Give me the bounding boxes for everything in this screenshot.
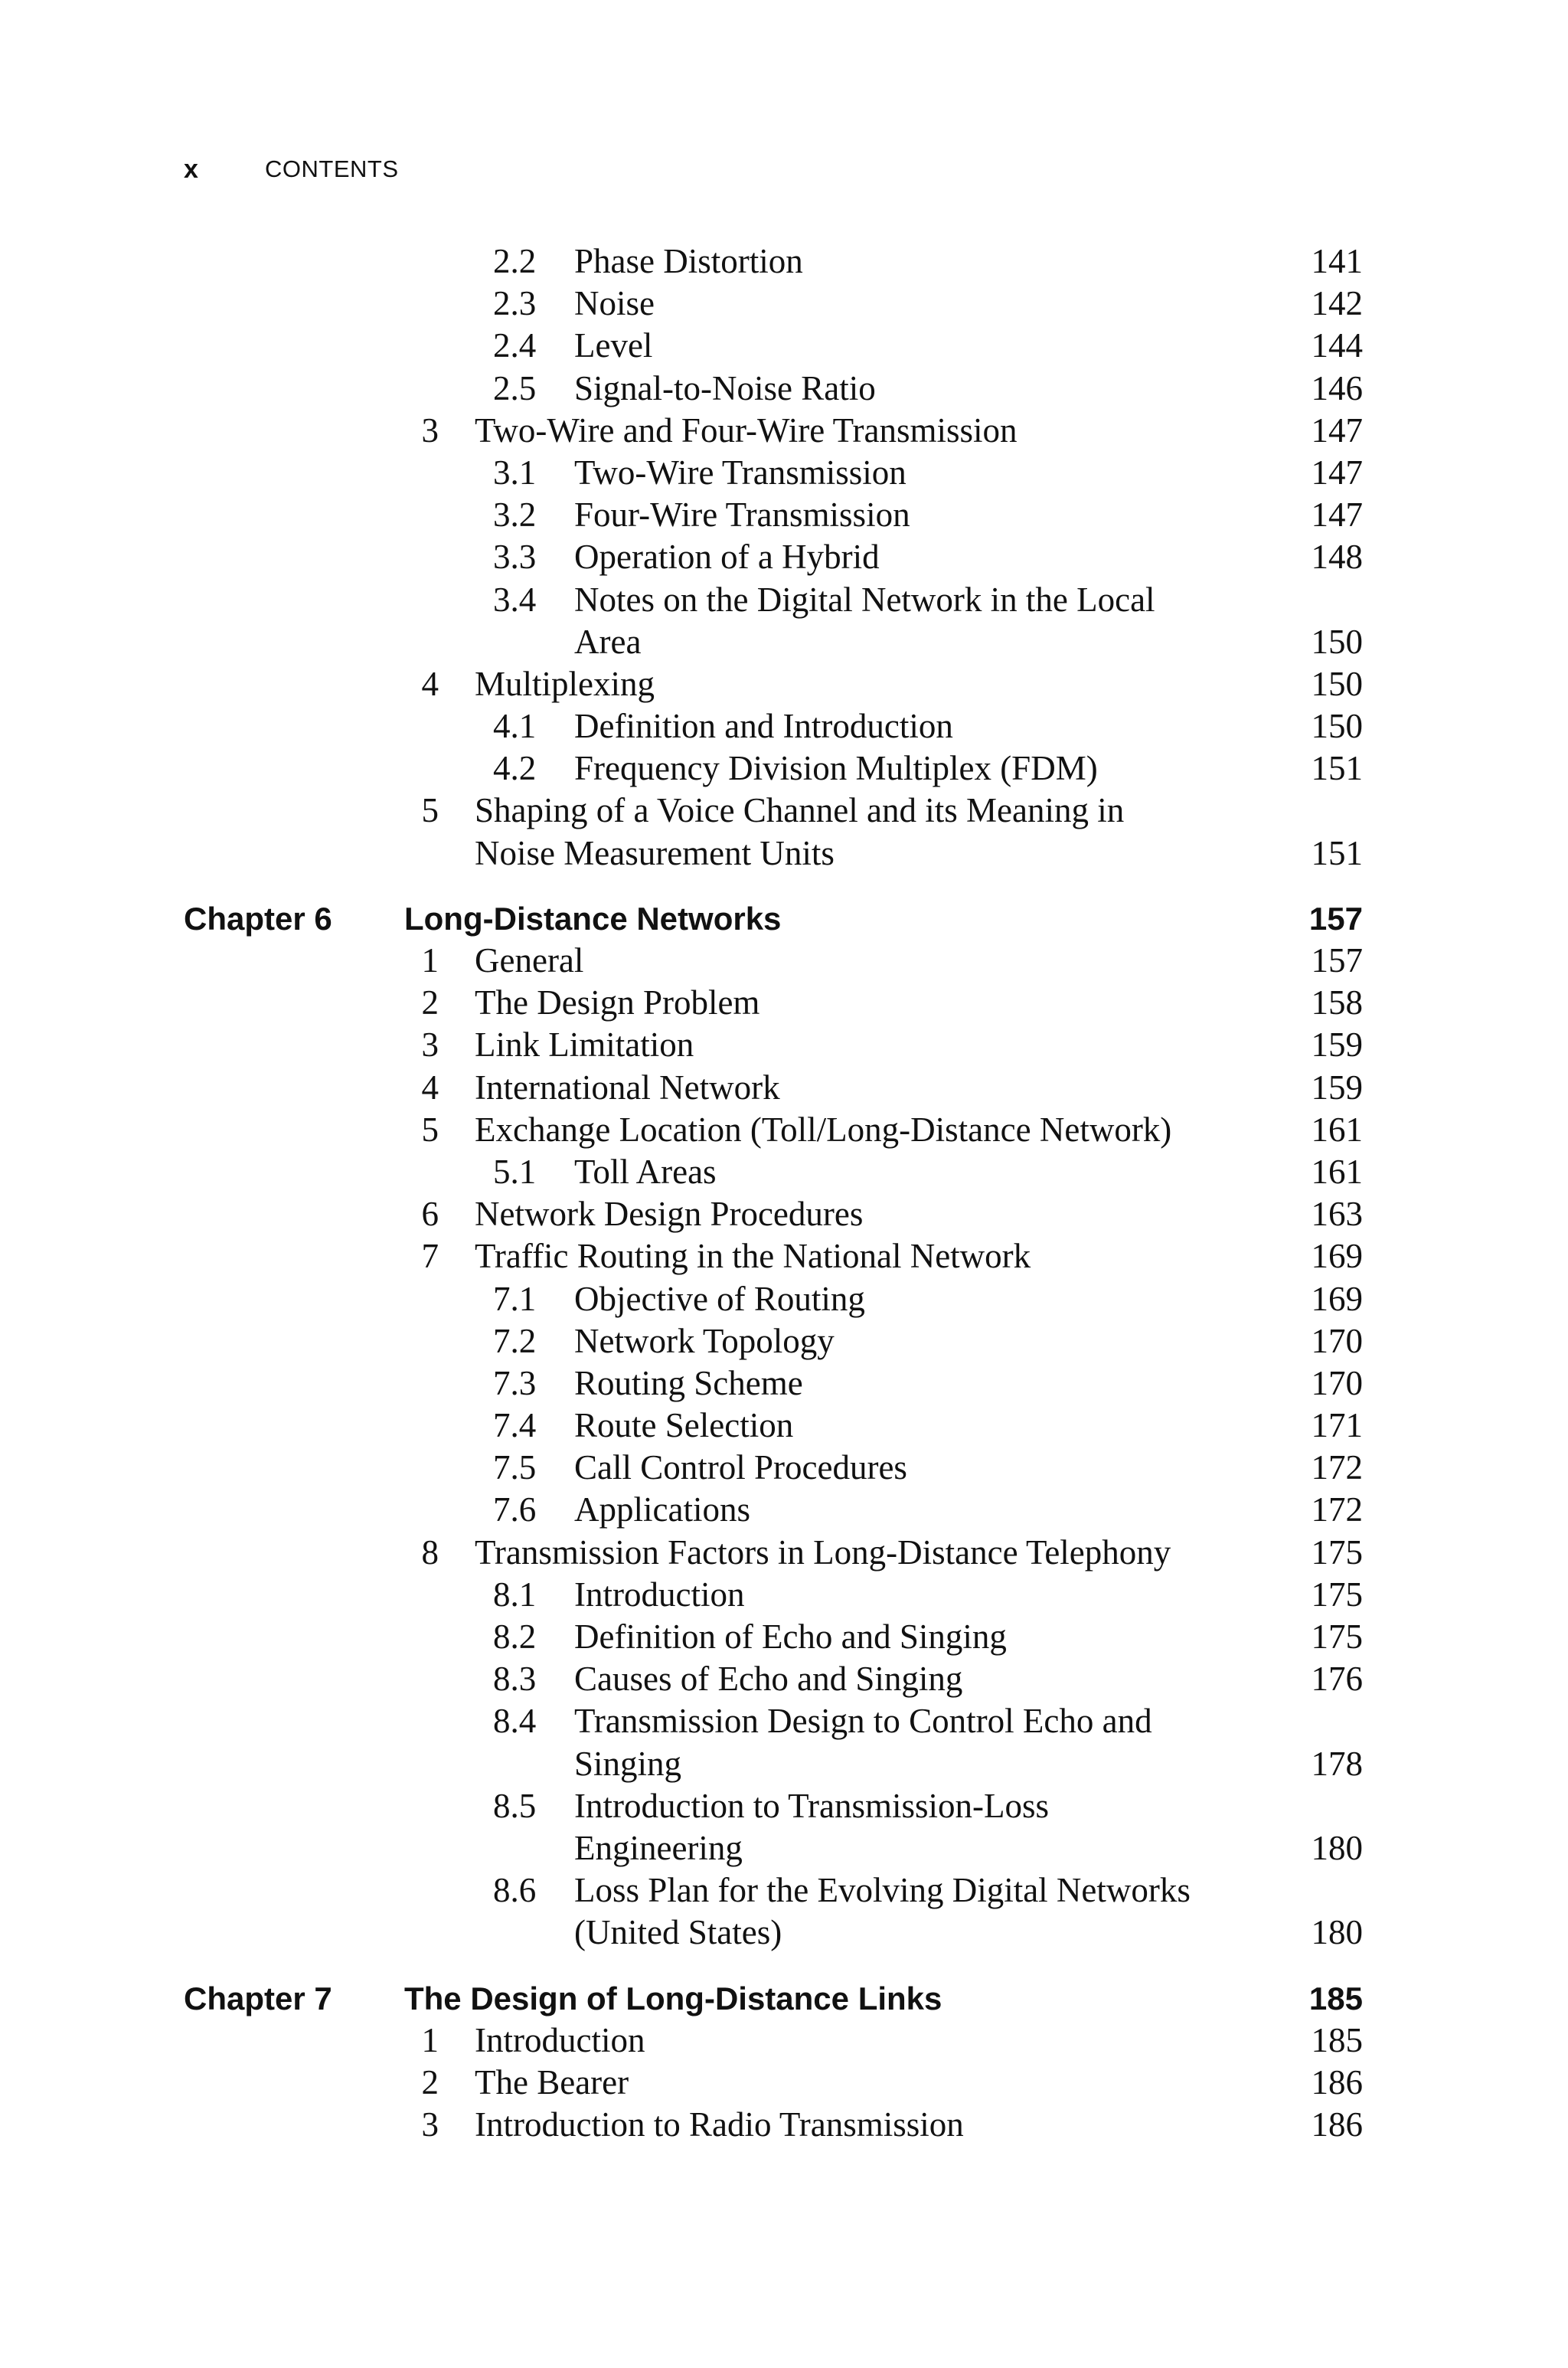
subsection-number: 7.3 [493, 1363, 537, 1402]
toc-entry-row [0, 1743, 1568, 1785]
chapter-title: The Design of Long-Distance Links [404, 1980, 942, 2016]
page-number: 147 [1311, 410, 1363, 450]
toc-entry-row [0, 1278, 1568, 1320]
page-number: 172 [1311, 1490, 1363, 1529]
section-number: 6 [421, 1195, 439, 1234]
subsection-number: 8.6 [493, 1871, 537, 1910]
subsection-title: Definition of Echo and Singing [574, 1617, 1007, 1656]
toc-entry-row [0, 1235, 1568, 1277]
section-number: 1 [421, 941, 439, 980]
toc-entry-row [0, 1489, 1568, 1531]
section-number: 5 [421, 1110, 439, 1149]
toc-entry-row [0, 1405, 1568, 1447]
page-number: 157 [1311, 941, 1363, 980]
page-number: 169 [1311, 1237, 1363, 1276]
subsection-number: 3.4 [493, 580, 537, 619]
section-title: Network Design Procedures [475, 1195, 864, 1234]
page-number: 172 [1311, 1448, 1363, 1487]
toc-entry-row [0, 368, 1568, 410]
toc-entry-row [0, 1447, 1568, 1489]
section-number: 1 [421, 2020, 439, 2059]
subsection-number: 5.1 [493, 1152, 537, 1191]
page-number: 147 [1311, 496, 1363, 535]
subsection-title: Two-Wire Transmission [574, 453, 906, 492]
page-number: 186 [1311, 2062, 1363, 2101]
toc-entry-row [0, 1616, 1568, 1658]
subsection-title: Toll Areas [574, 1152, 717, 1191]
toc-entry-row [0, 1362, 1568, 1405]
toc-entry-row [0, 283, 1568, 325]
page-number: 150 [1311, 707, 1363, 746]
subsection-title: Objective of Routing [574, 1279, 865, 1318]
subsection-title: Definition and Introduction [574, 707, 953, 746]
toc-entry-row [0, 1320, 1568, 1362]
toc-entry-row [0, 663, 1568, 705]
page-number: 180 [1311, 1828, 1363, 1867]
toc-entry-row [0, 1067, 1568, 1109]
section-number: 3 [421, 2105, 439, 2144]
section-title: Two-Wire and Four-Wire Transmission [475, 410, 1018, 450]
toc-entry-row [0, 1193, 1568, 1235]
subsection-number: 2.5 [493, 368, 537, 407]
page-number: 158 [1311, 983, 1363, 1022]
page-number: 161 [1311, 1110, 1363, 1149]
subsection-title: Route Selection [574, 1406, 794, 1445]
page-number: 176 [1311, 1660, 1363, 1699]
toc-entry-row [0, 1532, 1568, 1574]
subsection-title: Noise [574, 284, 655, 323]
subsection-number: 4.1 [493, 707, 537, 746]
page-number: 185 [1308, 1980, 1363, 2016]
toc-entry-row [0, 940, 1568, 982]
subsection-number: 7.6 [493, 1490, 537, 1529]
subsection-number: 8.2 [493, 1617, 537, 1656]
toc-entry-row [0, 2104, 1568, 2146]
page-number: 151 [1311, 833, 1363, 872]
toc-chapter-row [0, 1977, 1568, 2020]
toc-entry-row [0, 2020, 1568, 2062]
section-title: The Design Problem [475, 983, 760, 1022]
page-number: 159 [1311, 1025, 1363, 1065]
toc-entry-row [0, 2062, 1568, 2104]
subsection-number: 7.5 [493, 1448, 537, 1487]
subsection-title: Level [574, 326, 653, 365]
section-title: Noise Measurement Units [475, 833, 835, 872]
page-number: 147 [1311, 453, 1363, 492]
toc-entry-row [0, 1109, 1568, 1151]
toc-entry-row [0, 1151, 1568, 1193]
page-number: 175 [1311, 1532, 1363, 1572]
subsection-title: Call Control Procedures [574, 1448, 907, 1487]
page-number: 146 [1311, 368, 1363, 407]
toc-entry-row [0, 790, 1568, 832]
page-number: 180 [1311, 1913, 1363, 1952]
subsection-title: Notes on the Digital Network in the Local [574, 580, 1155, 619]
page-number: 178 [1311, 1744, 1363, 1783]
section-number: 2 [421, 2062, 439, 2101]
subsection-title: Transmission Design to Control Echo and [574, 1702, 1152, 1741]
subsection-number: 2.4 [493, 326, 537, 365]
toc-entry-row [0, 1024, 1568, 1066]
section-number: 4 [421, 1068, 439, 1107]
page-number: 169 [1311, 1279, 1363, 1318]
section-title: The Bearer [475, 2062, 629, 2101]
table-of-contents [0, 240, 1568, 2146]
page-number: 170 [1311, 1321, 1363, 1360]
section-title: Shaping of a Voice Channel and its Meaning in [475, 791, 1125, 830]
toc-entry-row [0, 1869, 1568, 1912]
page-number: 150 [1311, 622, 1363, 661]
section-number: 2 [421, 983, 439, 1022]
subsection-title: Area [574, 622, 642, 661]
page-number: 175 [1311, 1617, 1363, 1656]
page-number: 144 [1311, 326, 1363, 365]
subsection-title: Engineering [574, 1828, 743, 1867]
toc-entry-row [0, 240, 1568, 283]
subsection-title: Loss Plan for the Evolving Digital Networks [574, 1871, 1191, 1910]
subsection-number: 8.5 [493, 1786, 537, 1825]
page-number: 161 [1311, 1152, 1363, 1191]
section-title: Multiplexing [475, 664, 655, 703]
section-title: Exchange Location (Toll/Long-Distance Network) [475, 1110, 1172, 1149]
section-number: 3 [421, 1025, 439, 1065]
page-number: 151 [1311, 749, 1363, 788]
toc-entry-row [0, 1912, 1568, 1954]
subsection-number: 3.1 [493, 453, 537, 492]
subsection-title: Introduction to Transmission-Loss [574, 1786, 1050, 1825]
page-number: 157 [1308, 900, 1363, 937]
toc-entry-row [0, 1700, 1568, 1742]
toc-entry-row [0, 1785, 1568, 1827]
subsection-title: Phase Distortion [574, 242, 803, 280]
toc-entry-row [0, 1574, 1568, 1616]
running-head [184, 150, 399, 188]
subsection-number: 7.2 [493, 1321, 537, 1360]
subsection-title: Singing [574, 1744, 682, 1783]
section-number: 3 [421, 410, 439, 450]
toc-entry-row [0, 982, 1568, 1024]
toc-entry-row [0, 621, 1568, 663]
page-number: 171 [1311, 1406, 1363, 1445]
toc-entry-row [0, 579, 1568, 621]
section-title: Link Limitation [475, 1025, 694, 1065]
page-number: 175 [1311, 1575, 1363, 1614]
subsection-number: 8.3 [493, 1660, 537, 1699]
section-title: General [475, 941, 584, 980]
toc-entry-row [0, 832, 1568, 875]
section-number: 5 [421, 791, 439, 830]
chapter-label: Chapter 7 [184, 1980, 332, 2016]
running-head-label: CONTENTS [265, 155, 399, 182]
subsection-number: 4.2 [493, 749, 537, 788]
page-number: 163 [1311, 1195, 1363, 1234]
page-number: 185 [1311, 2020, 1363, 2059]
subsection-title: Applications [574, 1490, 750, 1529]
section-title: Introduction to Radio Transmission [475, 2105, 964, 2144]
chapter-title: Long-Distance Networks [404, 900, 782, 937]
toc-entry-row [0, 747, 1568, 790]
subsection-number: 2.2 [493, 242, 537, 280]
section-title: International Network [475, 1068, 780, 1107]
page-number: 186 [1311, 2105, 1363, 2144]
toc-entry-row [0, 494, 1568, 536]
toc-chapter-row [0, 898, 1568, 940]
page-number: 141 [1311, 242, 1363, 280]
subsection-number: 2.3 [493, 284, 537, 323]
section-title: Introduction [475, 2020, 645, 2059]
page-folio: x [184, 154, 198, 184]
subsection-title: Signal-to-Noise Ratio [574, 368, 876, 407]
subsection-number: 7.1 [493, 1279, 537, 1318]
subsection-title: Causes of Echo and Singing [574, 1660, 963, 1699]
toc-entry-row [0, 452, 1568, 494]
subsection-title: Four-Wire Transmission [574, 496, 910, 535]
subsection-title: (United States) [574, 1913, 782, 1952]
toc-entry-row [0, 705, 1568, 747]
toc-entry-row [0, 410, 1568, 452]
toc-entry-row [0, 1658, 1568, 1700]
page-number: 148 [1311, 538, 1363, 577]
subsection-title: Operation of a Hybrid [574, 538, 880, 577]
page-number: 150 [1311, 664, 1363, 703]
subsection-title: Introduction [574, 1575, 745, 1614]
toc-entry-row [0, 325, 1568, 367]
section-number: 4 [421, 664, 439, 703]
section-title: Traffic Routing in the National Network [475, 1237, 1031, 1276]
subsection-number: 7.4 [493, 1406, 537, 1445]
section-number: 8 [421, 1532, 439, 1572]
subsection-title: Network Topology [574, 1321, 835, 1360]
page-number: 159 [1311, 1068, 1363, 1107]
toc-entry-row [0, 536, 1568, 578]
subsection-number: 3.2 [493, 496, 537, 535]
section-number: 7 [421, 1237, 439, 1276]
page-number: 170 [1311, 1363, 1363, 1402]
subsection-number: 8.4 [493, 1702, 537, 1741]
subsection-number: 3.3 [493, 538, 537, 577]
subsection-title: Routing Scheme [574, 1363, 803, 1402]
page-number: 142 [1311, 284, 1363, 323]
section-title: Transmission Factors in Long-Distance Telephony [475, 1532, 1171, 1572]
subsection-title: Frequency Division Multiplex (FDM) [574, 749, 1098, 788]
chapter-label: Chapter 6 [184, 900, 332, 937]
subsection-number: 8.1 [493, 1575, 537, 1614]
toc-entry-row [0, 1827, 1568, 1869]
